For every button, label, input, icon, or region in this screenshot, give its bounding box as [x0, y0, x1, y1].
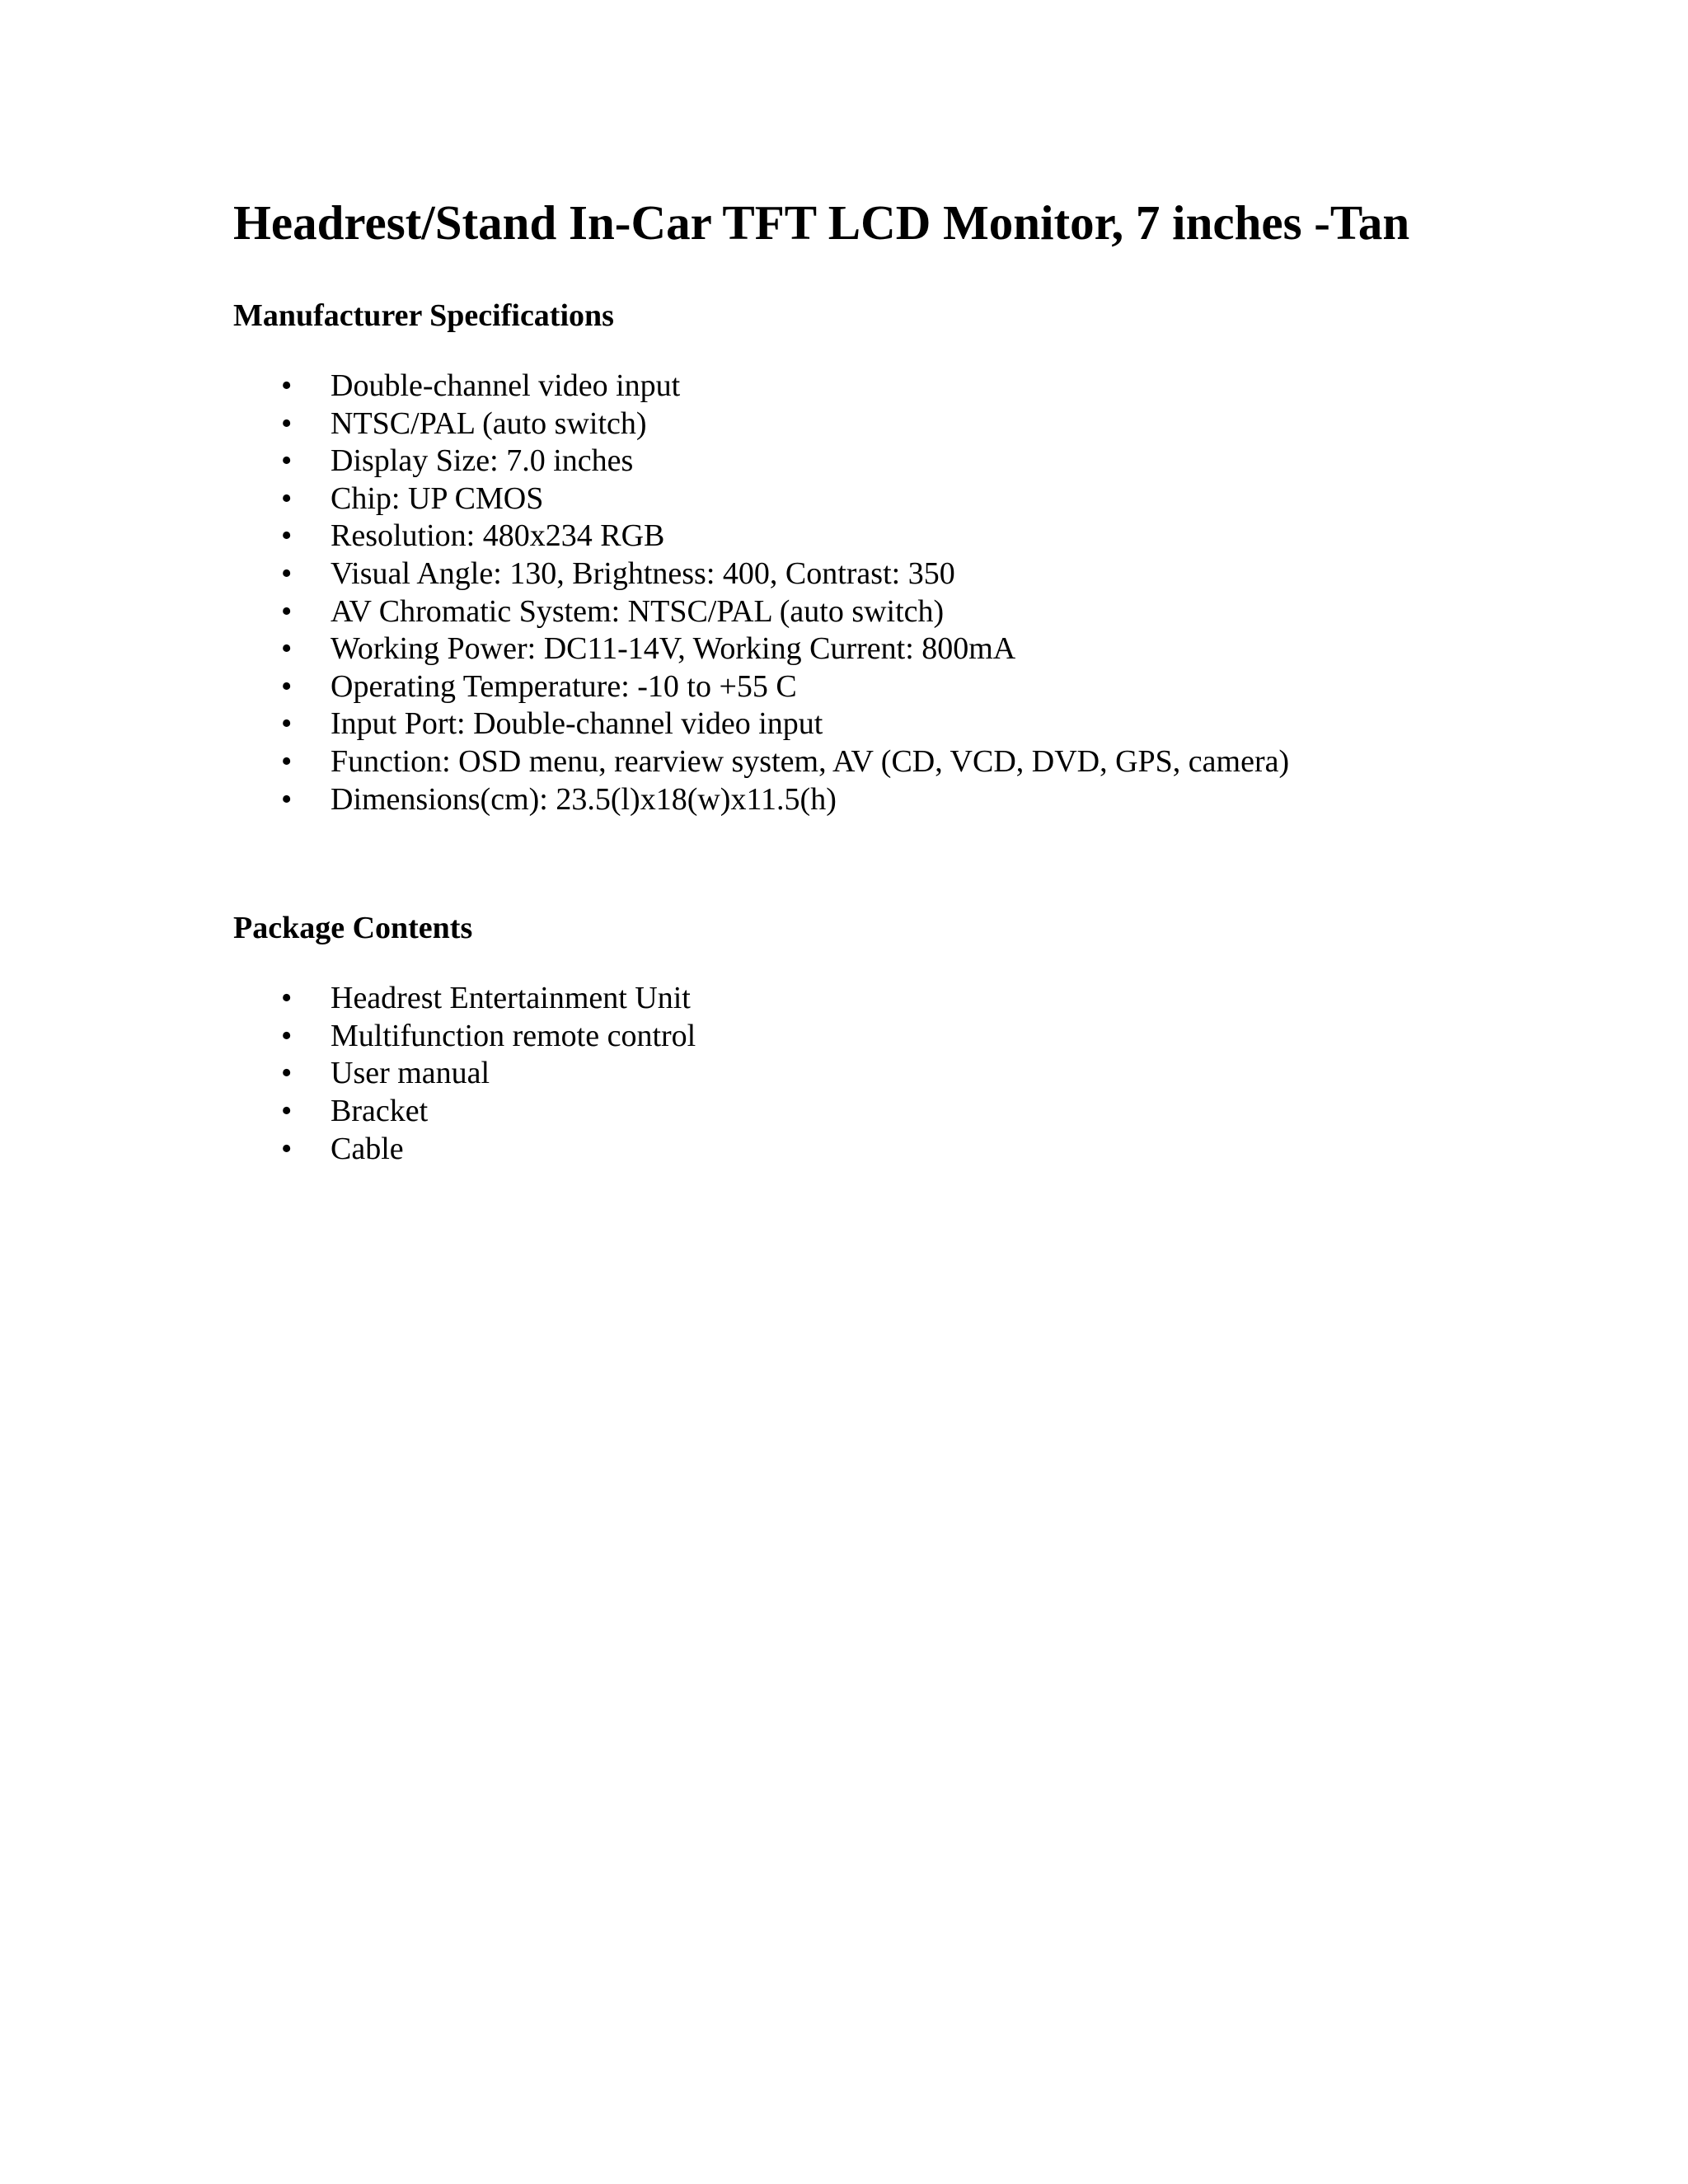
list-item — [233, 555, 1519, 593]
list-item — [233, 630, 1519, 668]
specifications-list — [233, 368, 1519, 818]
bullet-icon: • — [281, 981, 293, 1016]
specifications-heading: Manufacturer Specifications — [233, 298, 614, 333]
bullet-icon: • — [281, 743, 293, 779]
bullet-icon: • — [281, 480, 293, 516]
list-item-text: NTSC/PAL (auto switch) — [331, 405, 647, 441]
list-item — [233, 480, 1519, 518]
list-item-text: Display Size: 7.0 inches — [331, 443, 634, 479]
bullet-icon: • — [281, 1018, 293, 1053]
list-item — [233, 518, 1519, 555]
list-item — [233, 668, 1519, 706]
list-item — [233, 593, 1519, 631]
list-item-text: Visual Angle: 130, Brightness: 400, Contrast: 350 — [331, 555, 955, 591]
list-item-text: Input Port: Double-channel video input — [331, 706, 823, 742]
bullet-icon: • — [281, 368, 293, 403]
list-item-text: Working Power: DC11-14V, Working Current: 800mA — [331, 631, 1016, 667]
list-item — [233, 980, 1519, 1018]
list-item — [233, 743, 1519, 781]
list-item — [233, 1093, 1519, 1131]
list-item — [233, 1018, 1519, 1056]
bullet-icon: • — [281, 668, 293, 704]
list-item — [233, 1055, 1519, 1093]
list-item-text: Bracket — [331, 1093, 429, 1128]
list-item — [233, 1131, 1519, 1169]
bullet-icon: • — [281, 443, 293, 479]
bullet-icon: • — [281, 405, 293, 441]
list-item-text: Dimensions(cm): 23.5(l)x18(w)x11.5(h) — [331, 781, 837, 817]
list-item — [233, 443, 1519, 480]
list-item-text: AV Chromatic System: NTSC/PAL (auto switch) — [331, 593, 945, 629]
bullet-icon: • — [281, 555, 293, 591]
package-contents-list — [233, 980, 1519, 1168]
bullet-icon: • — [281, 706, 293, 742]
list-item-text: Chip: UP CMOS — [331, 480, 544, 516]
list-item-text: Double-channel video input — [331, 368, 681, 403]
bullet-icon: • — [281, 1093, 293, 1128]
bullet-icon: • — [281, 781, 293, 817]
package-contents-heading: Package Contents — [233, 911, 473, 946]
list-item-text: User manual — [331, 1056, 490, 1091]
list-item-text: Operating Temperature: -10 to +55 C — [331, 668, 797, 704]
bullet-icon: • — [281, 1131, 293, 1166]
list-item — [233, 781, 1519, 819]
list-item-text: Resolution: 480x234 RGB — [331, 518, 665, 554]
document-page — [233, 190, 1519, 1168]
bullet-icon: • — [281, 518, 293, 554]
list-item — [233, 405, 1519, 443]
document-title: Headrest/Stand In-Car TFT LCD Monitor, 7 inches -Tan — [233, 195, 1410, 250]
bullet-icon: • — [281, 593, 293, 629]
list-item — [233, 705, 1519, 743]
bullet-icon: • — [281, 1056, 293, 1091]
bullet-icon: • — [281, 631, 293, 667]
list-item-text: Cable — [331, 1131, 404, 1166]
list-item-text: Headrest Entertainment Unit — [331, 981, 691, 1016]
list-item-text: Function: OSD menu, rearview system, AV (CD, VCD, DVD, GPS, camera) — [331, 743, 1290, 779]
list-item — [233, 368, 1519, 405]
list-item-text: Multifunction remote control — [331, 1018, 696, 1053]
